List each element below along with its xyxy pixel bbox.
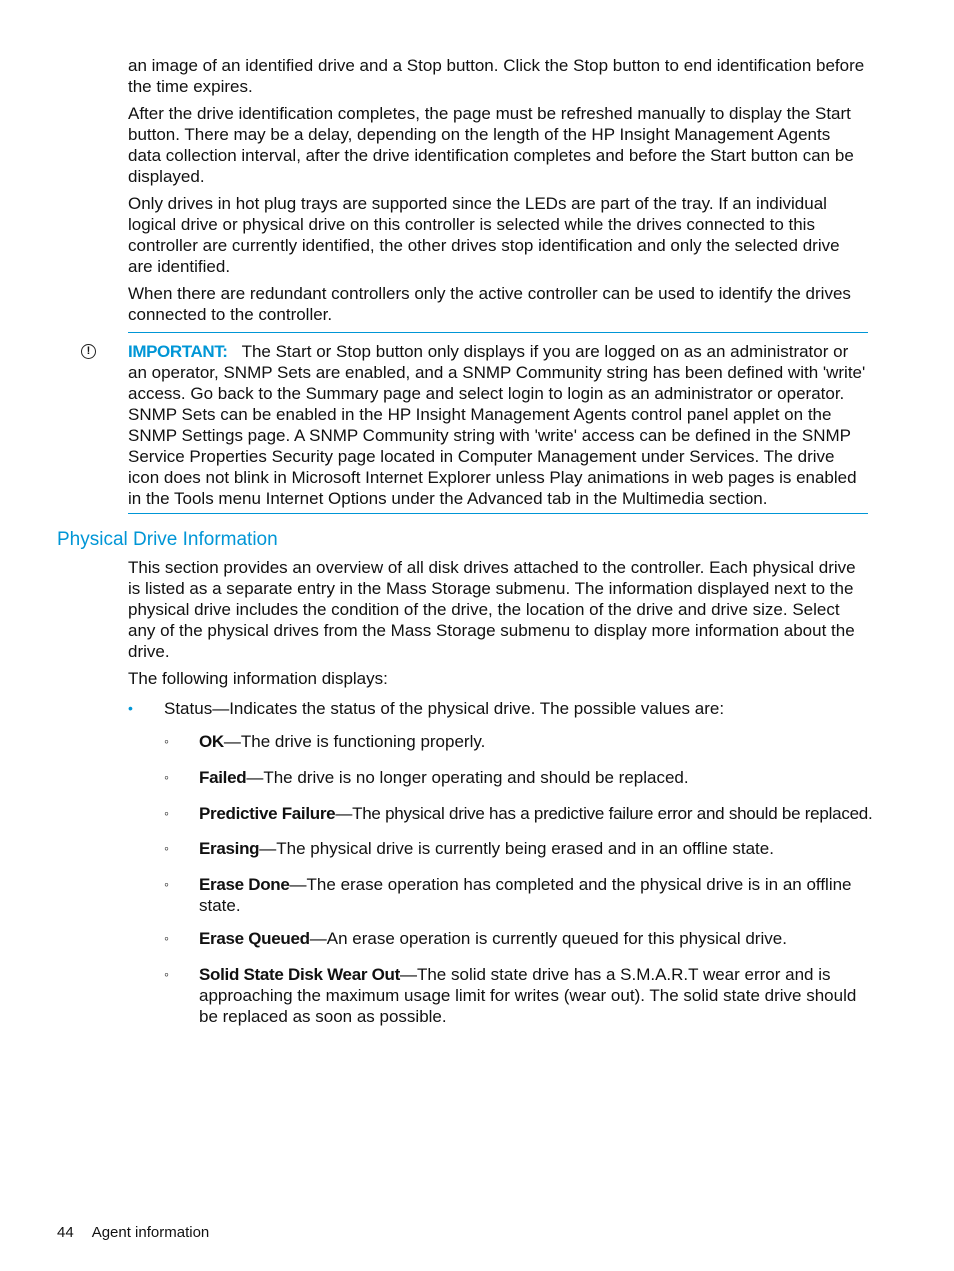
status-value-item — [199, 803, 879, 824]
sub-bullet-icon: ◦ — [164, 930, 169, 946]
status-term: Erase Done — [199, 875, 290, 894]
status-value-item — [199, 767, 869, 788]
sub-bullet-icon: ◦ — [164, 769, 169, 785]
important-label: IMPORTANT: — [128, 342, 228, 361]
sub-bullet-icon: ◦ — [164, 805, 169, 821]
status-desc: —The physical drive has a predictive failure error and should be replaced. — [335, 804, 873, 823]
sub-bullet-icon: ◦ — [164, 966, 169, 982]
status-term: Erase Queued — [199, 929, 310, 948]
status-term: Erasing — [199, 839, 260, 858]
paragraph: an image of an identified drive and a Stop button. Click the Stop button to end identification before the time expires. — [128, 56, 865, 96]
paragraph: The following information displays: — [128, 669, 388, 688]
page-number: 44 — [57, 1224, 74, 1241]
section-heading: Physical Drive Information — [57, 529, 278, 550]
status-value-item — [199, 874, 869, 916]
status-value-item — [199, 731, 869, 752]
status-desc: —An erase operation is currently queued for this physical drive. — [309, 929, 787, 948]
status-value-item — [199, 838, 869, 859]
page-footer — [57, 1222, 209, 1243]
intro-text — [128, 55, 868, 325]
status-list-item: Status—Indicates the status of the physical drive. The possible values are: — [164, 699, 725, 718]
sub-bullet-icon: ◦ — [164, 840, 169, 856]
paragraph: This section provides an overview of all disk drives attached to the controller. Each physical drive is listed as a separate entry in the Mass Storage submenu. The information displayed next to the physical drive includes the condition of the drive, the location of the drive and drive size. Select any of the physical drives from the Mass Storage submenu to display more information about the drive. — [128, 558, 856, 661]
important-text — [128, 341, 868, 509]
sub-bullet-icon: ◦ — [164, 876, 169, 892]
status-term: Predictive Failure — [199, 804, 336, 823]
status-term: Solid State Disk Wear Out — [199, 965, 400, 984]
status-desc: —The drive is functioning properly. — [223, 732, 486, 751]
important-note — [128, 332, 868, 514]
status-value-item — [199, 964, 869, 1027]
sub-bullet-icon: ◦ — [164, 733, 169, 749]
status-desc: —The erase operation has completed and the physical drive is in an offline state. — [199, 875, 852, 915]
status-term: Failed — [199, 768, 247, 787]
paragraph: When there are redundant controllers only the active controller can be used to identify the drives connected to the controller. — [128, 284, 851, 324]
status-desc: —The physical drive is currently being erased and in an offline state. — [259, 839, 774, 858]
status-term: OK — [199, 732, 224, 751]
important-body: The Start or Stop button only displays if you are logged on as an administrator or an operator, SNMP Sets are enabled, and a SNMP Community string has been defined with 'write' access. Go back to the Summary page and select login to login as an administrator or operator. SNMP Sets can be enabled in the HP Insight Management Agents control panel applet on the SNMP Settings page. A SNMP Community string with 'write' access can be defined in the SNMP Service Properties Security page located in Computer Management under Services. The drive icon does not blink in Microsoft Internet Explorer unless Play animations in web pages is enabled in the Tools menu Internet Options under the Advanced tab in the Multimedia section. — [128, 342, 866, 508]
status-value-item — [199, 928, 869, 949]
status-desc: —The drive is no longer operating and should be replaced. — [246, 768, 689, 787]
paragraph: Only drives in hot plug trays are supported since the LEDs are part of the tray. If an individual logical drive or physical drive on this controller is selected while the drives connected to this controller are currently identified, the other drives stop identification and only the selected drive are identified. — [128, 194, 840, 276]
important-icon: ! — [81, 344, 96, 359]
status-desc: —The solid state drive has a S.M.A.R.T wear error and is approaching the maximum usage limit for writes (wear out). The solid state drive should be replaced as soon as possible. — [199, 965, 857, 1026]
footer-section-name: Agent information — [91, 1224, 210, 1241]
paragraph: After the drive identification completes, the page must be refreshed manually to display the Start button. There may be a delay, depending on the length of the HP Insight Management Agents data collection interval, after the drive identification completes and before the Start button can be displayed. — [128, 104, 854, 186]
bullet-icon: • — [128, 700, 133, 716]
section-body — [128, 557, 868, 689]
